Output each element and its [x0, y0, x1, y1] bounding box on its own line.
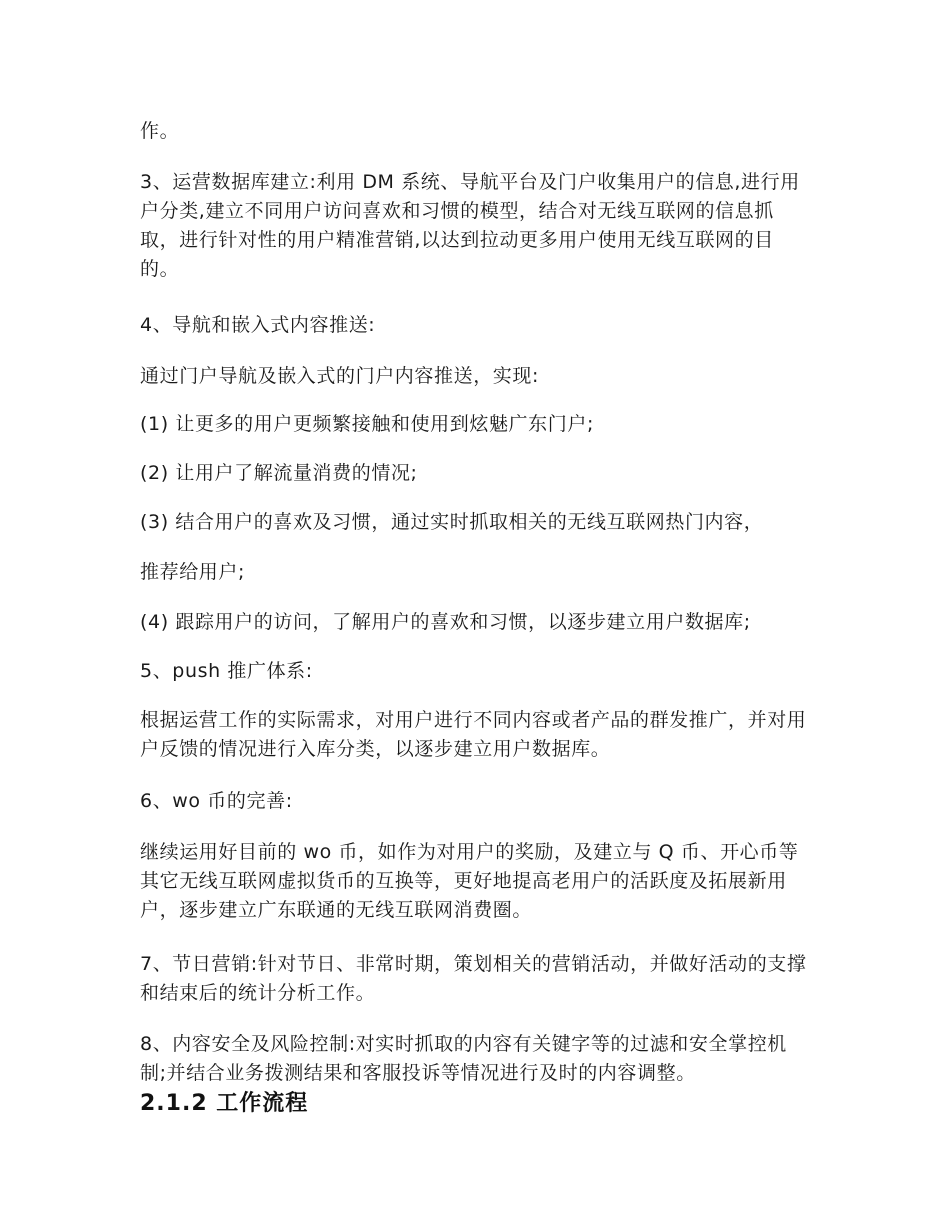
section-heading: 2.1.2 工作流程: [140, 1091, 309, 1116]
paragraph-item-4-title: 4、导航和嵌入式内容推送:: [140, 314, 376, 336]
list-item-1: (1) 让更多的用户更频繁接触和使用到炫魅广东门户;: [140, 413, 594, 435]
paragraph-item-5-body: 根据运营工作的实际需求，对用户进行不同内容或者产品的群发推广，并对用户反馈的情况进行入库分类，以逐步建立用户数据库。: [140, 709, 807, 760]
paragraph-item-8: 8、内容安全及风险控制:对实时抓取的内容有关键字等的过滤和安全掌控机制;并结合业务拨测结果和客服投诉等情况进行及时的内容调整。: [140, 1033, 787, 1084]
paragraph-continuation: 作。: [140, 120, 180, 142]
list-item-2: (2) 让用户了解流量消费的情况;: [140, 462, 418, 484]
paragraph-item-6-title: 6、wo 币的完善:: [140, 790, 293, 812]
paragraph-item-5-title: 5、push 推广体系:: [140, 660, 313, 682]
paragraph-item-4-intro: 通过门户导航及嵌入式的门户内容推送，实现:: [140, 365, 540, 387]
paragraph-item-7: 7、节日营销:针对节日、非常时期，策划相关的营销活动，并做好活动的支撑和结束后的统计分析工作。: [140, 953, 807, 1004]
list-item-4: (4) 跟踪用户的访问，了解用户的喜欢和习惯，以逐步建立用户数据库;: [140, 611, 751, 633]
paragraph-item-6-body: 继续运用好目前的 wo 币，如作为对用户的奖励，及建立与 Q 币、开心币等其它无线互联网虚拟货币的互换等，更好地提高老用户的活跃度及拓展新用户，逐步建立广东联通的无线互联网消费圈。: [140, 841, 799, 921]
paragraph-item-3: 3、运营数据库建立:利用 DM 系统、导航平台及门户收集用户的信息,进行用户分类,建立不同用户访问喜欢和习惯的模型，结合对无线互联网的信息抓取，进行针对性的用户精准营销,以达到拉动更多用户使用无线互联网的目的。: [140, 171, 800, 280]
list-item-3-continuation: 推荐给用户;: [140, 561, 246, 583]
list-item-3: (3) 结合用户的喜欢及习惯，通过实时抓取相关的无线互联网热门内容，: [140, 511, 764, 533]
